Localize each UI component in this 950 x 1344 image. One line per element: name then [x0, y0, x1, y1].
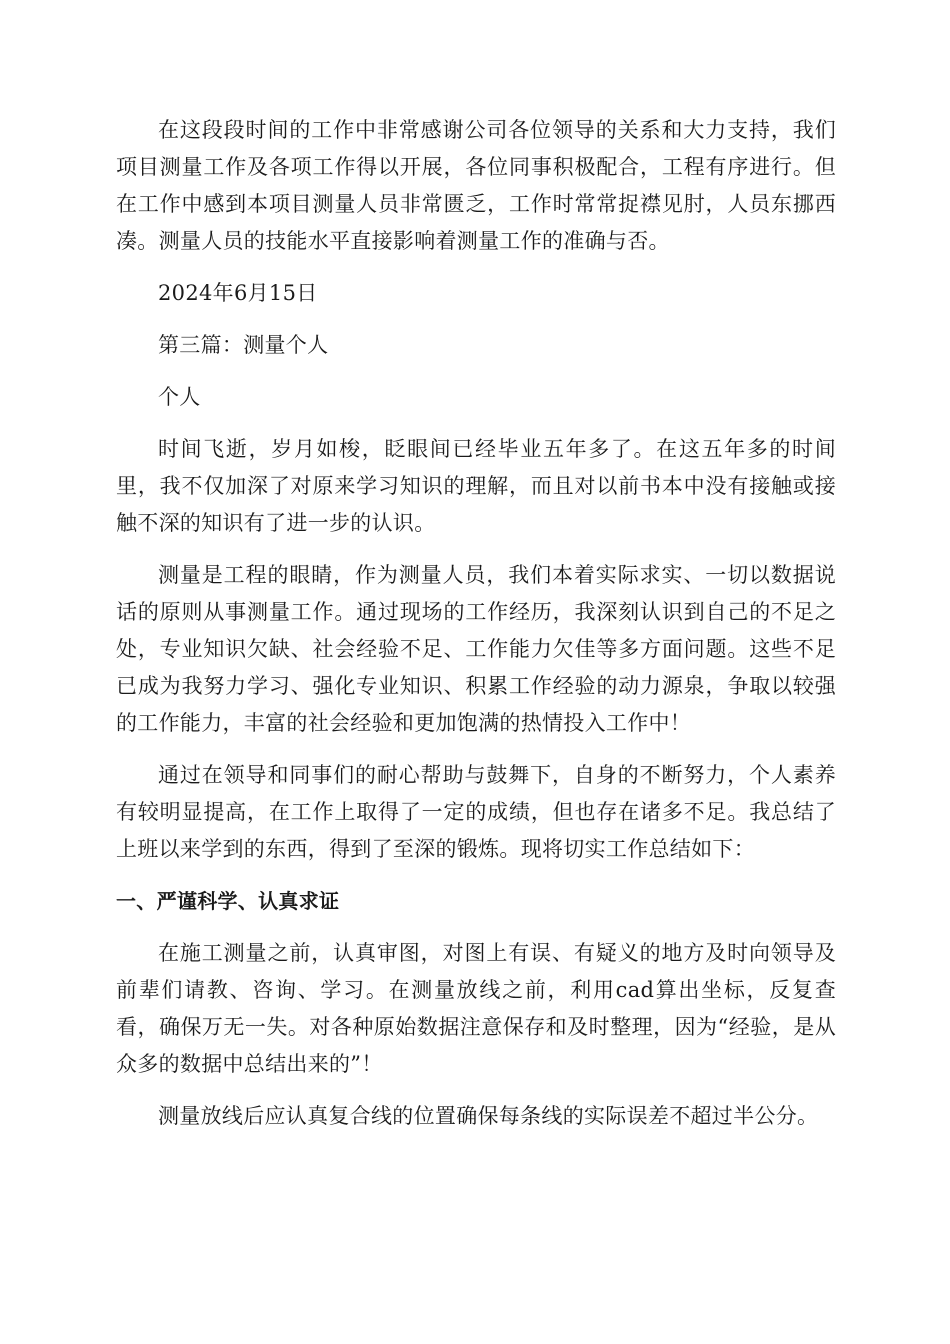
paragraph-section-1: 在施工测量之前，认真审图，对图上有误、有疑义的地方及时向领导及前辈们请教、咨询、学习。在测量放线之前，利用cad算出坐标，反复查看，确保万无一失。对各种原始数据注意保存和及时整理，因为“经验，是从众多的数据中总结出来的”！ [116, 941, 836, 1076]
document-body [116, 112, 836, 1150]
paragraph-role: 测量是工程的眼睛，作为测量人员，我们本着实际求实、一切以数据说话的原则从事测量工作。通过现场的工作经历，我深刻认识到自己的不足之处，专业知识欠缺、社会经验不足、工作能力欠佳等多方面问题。这些不足已成为我努力学习、强化专业知识、积累工作经验的动力源泉，争取以较强的工作能力，丰富的社会经验和更加饱满的热情投入工作中！ [116, 563, 836, 735]
section-heading: 一、严谨科学、认真求证 [116, 889, 340, 913]
paragraph-subtitle: 个人 [158, 385, 201, 409]
paragraph-thanks: 在这段段时间的工作中非常感谢公司各位领导的关系和大力支持，我们项目测量工作及各项工作得以开展，各位同事积极配合，工程有序进行。但在工作中感到本项目测量人员非常匮乏，工作时常常捉襟见肘，人员东挪西凑。测量人员的技能水平直接影响着测量工作的准确与否。 [116, 118, 836, 253]
paragraph-chapter-title: 第三篇：测量个人 [158, 333, 329, 357]
paragraph-section-2: 测量放线后应认真复合线的位置确保每条线的实际误差不超过半公分。 [158, 1104, 819, 1128]
paragraph-date: 2024年6月15日 [158, 281, 318, 305]
paragraph-intro: 时间飞逝，岁月如梭，眨眼间已经毕业五年多了。在这五年多的时间里，我不仅加深了对原来学习知识的理解，而且对以前书本中没有接触或接触不深的知识有了进一步的认识。 [116, 437, 836, 535]
paragraph-summary-intro: 通过在领导和同事们的耐心帮助与鼓舞下，自身的不断努力，个人素养有较明显提高，在工作上取得了一定的成绩，但也存在诸多不足。我总结了上班以来学到的东西，得到了至深的锻炼。现将切实工作总结如下： [116, 763, 836, 861]
